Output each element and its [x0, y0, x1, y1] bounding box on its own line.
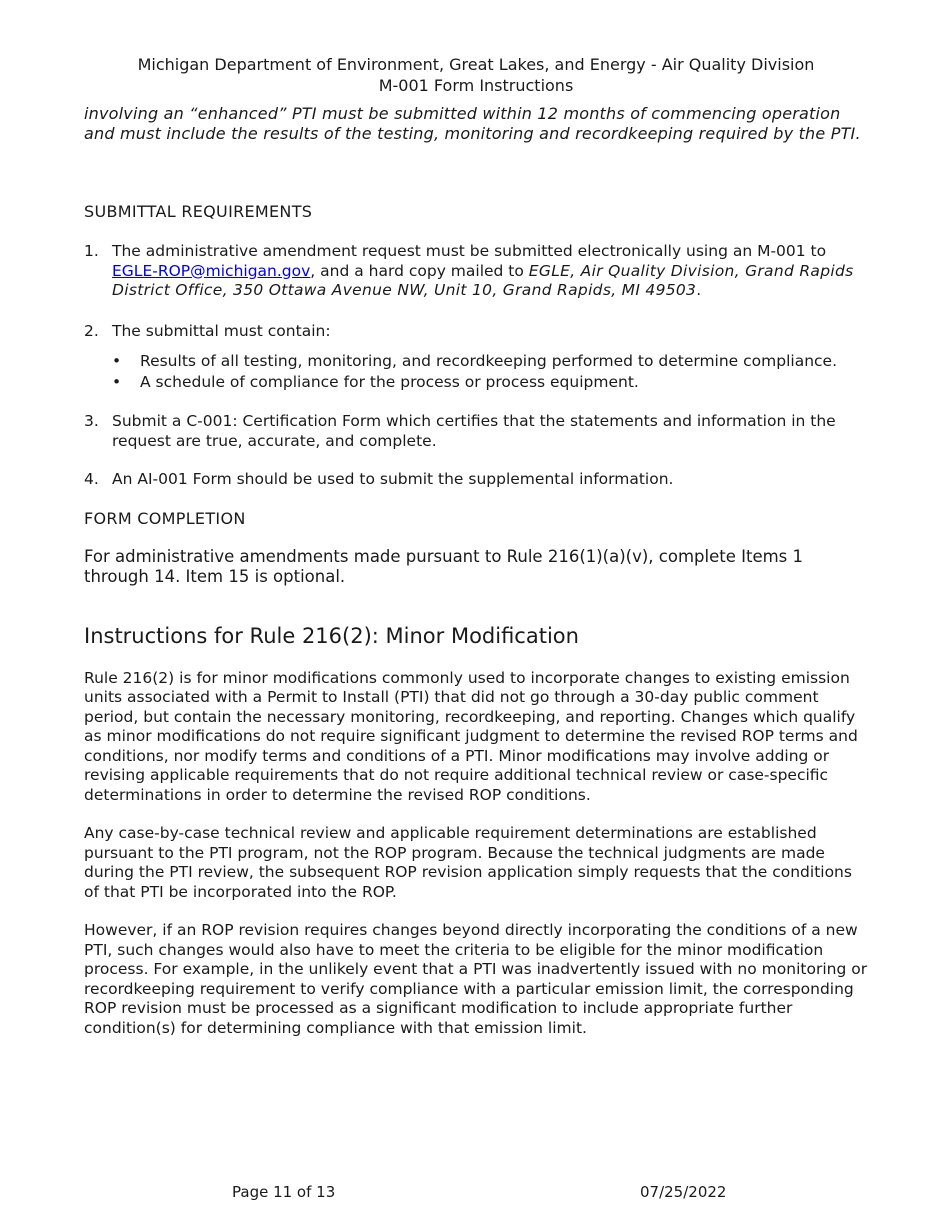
minor-mod-title: Instructions for Rule 216(2): Minor Modification	[84, 623, 579, 648]
item-text: The submittal must contain:	[112, 321, 331, 340]
item-text: .	[696, 281, 702, 299]
footer-page-number: Page 11 of 13	[232, 1183, 336, 1201]
item-text: Submit a C-001: Certification Form which certifies that the statements and information in the request are true, accurate, and complete.	[112, 412, 836, 450]
bullet-list	[112, 351, 868, 393]
submittal-heading: SUBMITTAL REQUIREMENTS	[84, 202, 313, 221]
email-link[interactable]: EGLE-ROP@michigan.gov	[112, 261, 311, 280]
mailing-address: EGLE, Air Quality Division, Grand Rapids District Office, 350 Ottawa Avenue NW, Unit 10, Grand Rapids, MI 49503	[112, 261, 854, 299]
item-number: 3.	[84, 412, 99, 430]
bullet-text: A schedule of compliance for the process or process equipment.	[140, 373, 639, 391]
header-agency: Michigan Department of Environment, Great Lakes, and Energy - Air Quality Division	[137, 55, 815, 74]
item-text: The administrative amendment request must be submitted electronically using an M-001 to	[112, 242, 827, 260]
item-text: , and a hard copy mailed to	[310, 261, 529, 280]
footer-date: 07/25/2022	[640, 1183, 727, 1201]
bullet-item	[112, 372, 868, 393]
document-page	[84, 54, 868, 1038]
form-completion-heading: FORM COMPLETION	[84, 508, 246, 528]
item-text: An AI-001 Form should be used to submit the supplemental information.	[112, 470, 674, 488]
header-form-title: M-001 Form Instructions	[378, 76, 574, 95]
bullet-item	[112, 351, 868, 372]
submittal-list	[84, 242, 868, 490]
list-item	[84, 470, 868, 490]
intro-paragraph: involving an “enhanced” PTI must be submitted within 12 months of commencing operation and must include the results of the testing, monitoring and recordkeeping required by the PTI.	[84, 104, 861, 143]
item-number: 4.	[84, 470, 99, 488]
list-item	[84, 322, 868, 394]
body-paragraph: However, if an ROP revision requires changes beyond directly incorporating the conditions of a new PTI, such changes would also have to meet the criteria to be eligible for the minor modification process. For example, in the unlikely event that a PTI was inadvertently issued with no monitoring or recordkeeping requirement to verify compliance with a particular emission limit, the corresponding ROP revision must be processed as a significant modification to include appropriate further condition(s) for determining compliance with that emission limit.	[84, 921, 868, 1037]
list-item	[84, 242, 868, 301]
list-item	[84, 412, 868, 451]
bullet-icon: •	[112, 373, 122, 391]
item-number: 2.	[84, 321, 99, 340]
document-header	[84, 54, 868, 96]
body-paragraph: Any case-by-case technical review and applicable requirement determinations are established pursuant to the PTI program, not the ROP program. Because the technical judgments are made during the PTI review, the subsequent ROP revision application simply requests that the conditions of that PTI be incorporated into the ROP.	[84, 824, 852, 901]
bullet-text: Results of all testing, monitoring, and recordkeeping performed to determine compliance.	[140, 352, 838, 370]
bullet-icon: •	[112, 352, 122, 370]
item-number: 1.	[84, 242, 99, 260]
body-paragraph: Rule 216(2) is for minor modifications commonly used to incorporate changes to existing emission units associated with a Permit to Install (PTI) that did not go through a 30-day public comment period, but contain the necessary monitoring, recordkeeping, and reporting. Changes which qualify as minor modifications do not require significant judgment to determine the revised ROP terms and conditions, nor modify terms and conditions of a PTI. Minor modifications may involve adding or revising applicable requirements that do not require additional technical review or case-specific determinations in order to determine the revised ROP conditions.	[84, 668, 858, 804]
form-completion-text: For administrative amendments made pursuant to Rule 216(1)(a)(v), complete Items 1 through 14. Item 15 is optional.	[84, 546, 804, 586]
